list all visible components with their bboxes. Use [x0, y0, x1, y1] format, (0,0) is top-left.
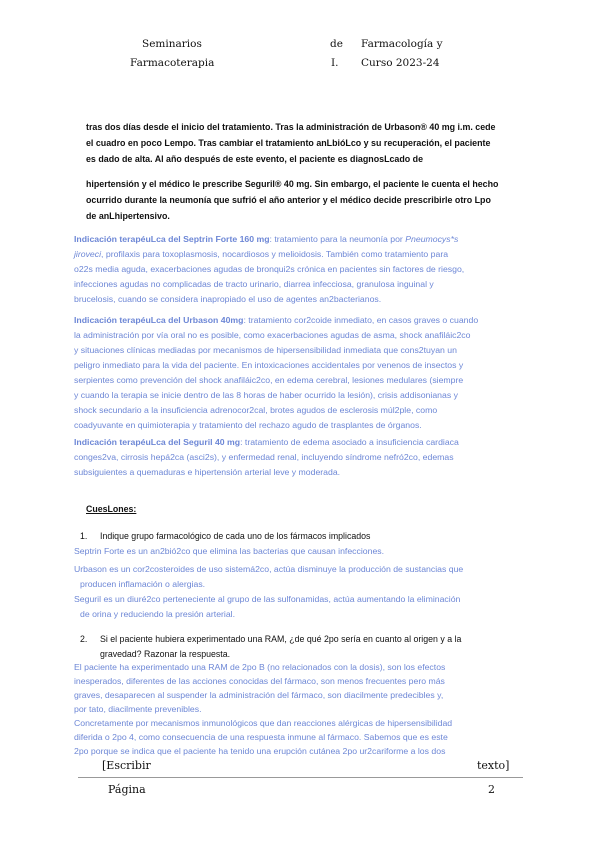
question-number: 2. [80, 634, 88, 644]
header-grupo: I. [331, 57, 339, 69]
indication-title: Indicación terapéuLca del Septrin Forte 160 mg [74, 234, 270, 244]
page-number: 2 [488, 783, 495, 796]
footer-divider [78, 777, 523, 778]
footer-pagina: Página [108, 783, 146, 796]
indication-title: Indicación terapéuLca del Urbason 40mg [74, 315, 244, 325]
intro-paragraph-2 [86, 176, 526, 224]
question-text: Si el paciente hubiera experimentado una RAM, ¿de qué 2po sería en cuanto al origen y a la [100, 634, 462, 644]
cuestiones-title: CuesLones: [86, 504, 137, 514]
question-number: 1. [80, 531, 88, 541]
question-2: 2. Si el paciente hubiera experimentado una RAM, ¿de qué 2po sería en cuanto al origen y a la gravedad? Razonar la respuesta. [80, 634, 462, 659]
intro-line: hipertensión y el médico le prescribe Seguril® 40 mg. Sin embargo, el paciente le cuenta el hecho [86, 179, 499, 189]
pneumocystis-term: Pneumocys*s [405, 234, 459, 244]
intro-line: tras dos días desde el inicio del tratamiento. Tras la administración de Urbason® 40 mg i.m. cede [86, 122, 496, 132]
intro-line: el cuadro en poco Lempo. Tras cambiar el tratamiento anLbióLco y su recuperación, el paciente [86, 138, 491, 148]
header-farmacologia: Farmacología y [361, 38, 443, 50]
intro-line: ocurrido durante la neumonía que sufrió el año anterior y el médico decide prescribirle otro Lpo [86, 195, 491, 205]
header-farmacoterapia: Farmacoterapia [130, 57, 215, 69]
indication-seguril: Indicación terapéuLca del Seguril 40 mg: tratamiento de edema asociado a insuficiencia cardiaca conges2va, cirrosis hepá2ca (asci2s), y enfermedad renal, incluyendo síndrome nefró2co, edemas subsiguientes a quemaduras e hipertensión arterial leve y moderada. [74, 437, 459, 477]
footer-texto: texto] [477, 759, 510, 772]
footer-escribir: [Escribir [102, 759, 151, 772]
indication-urbason: Indicación terapéuLca del Urbason 40mg: tratamiento cor2coide inmediato, en casos graves o cuando la administración por vía oral no es posible, como exacerbaciones agudas de asma, shock anafiláic2co y situaciones clínicas mediadas por mecanismos de hipersensibilidad inmediata que cons2tuyan un peligro inmediato para la vida del paciente. En intoxicaciones accidentales por venenos de insectos y serpientes como prevención del shock anafiláic2co, en edema cerebral, lesiones medulares (siempre y cuando la terapia se inicie dentro de las 8 horas de haber ocurrido la lesión), crisis addisonianas y shock secundario a la insuficiencia adrenocor2cal, brotes agudos de esclerosis múl2ple, como coadyuvante en quimioterapia y tratamiento del rechazo agudo de trasplantes de órganos. [74, 315, 479, 430]
answer-1: Septrin Forte es un an2bió2co que elimina las bacterias que causan infecciones. Urbason es un cor2costeroides de uso sistemá2co, actúa disminuye la producción de sustancias que producen inflamación o alergias. Seguril es un diuré2co perteneciente al grupo de las sulfonamidas, actúa aumentando la eliminación de orina y reduciendo la presión arterial. [74, 546, 464, 619]
question-text: Indique grupo farmacológico de cada uno de los fármacos implicados [100, 531, 371, 541]
header-seminarios: Seminarios [142, 38, 202, 50]
intro-line: es dado de alta. Al año después de este evento, el paciente es diagnosLcado de [86, 154, 424, 164]
header-curso: Curso 2023-24 [361, 57, 440, 69]
question-1 [80, 529, 526, 544]
intro-line: de anLhipertensivo. [86, 211, 170, 221]
answer-2: El paciente ha experimentado una RAM de 2po B (no relacionados con la dosis), son los efectos inesperados, diferentes de las acciones conocidas del fármaco, son menos frecuentes pero más graves, desaparecen al suspender la administración del fármaco, son diacilmente predecibles y, por tato, diacilmente prevenibles. Concretamente por mecanismos inmunológicos que dan reacciones alérgicas de hipersensibilidad diferida o 2po 4, como consecuencia de una respuesta inmune al fármaco. Sabemos que es este 2po porque se indica que el paciente ha tenido una erupción cutánea 2po ur2cariforme a los dos [74, 662, 453, 756]
intro-paragraph-1 [86, 119, 526, 167]
header-de: de [330, 38, 343, 50]
indication-title: Indicación terapéuLca del Seguril 40 mg [74, 437, 241, 447]
indication-septrin: Indicación terapéuLca del Septrin Forte 160 mg: tratamiento para la neumonía por Pneumocys*s jiroveci, profilaxis para toxoplasmosis, nocardiosos y melioidosis. También como tratamiento para o22s media aguda, exacerbaciones agudas de bronqui2s crónica en pacientes sin factores de riesgo, infecciones agudas no complicadas de tracto urinario, diarrea infecciosa, granulosa inguinal y brucelosis, cuando se considera inapropiado el uso de agentes an2bacterianos. [74, 234, 465, 304]
